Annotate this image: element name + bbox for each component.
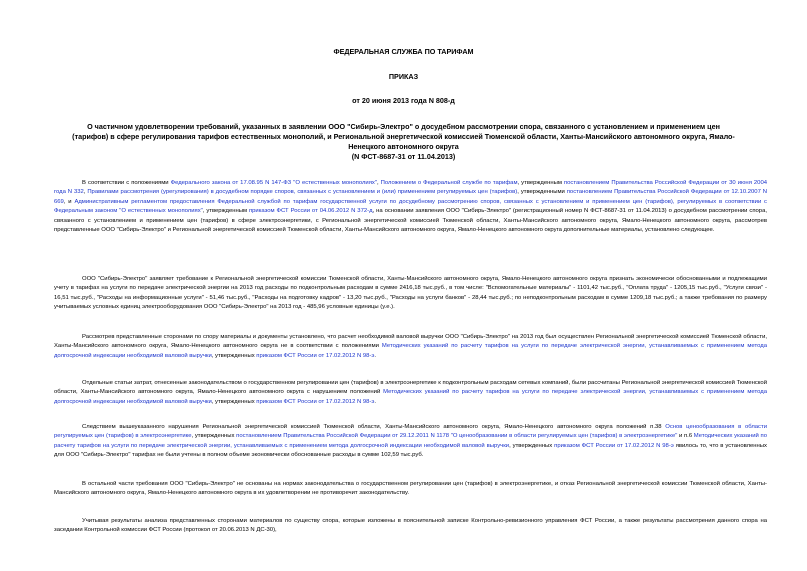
paragraph-cost-items (54, 379, 767, 407)
text-run: Отдельные статьи затрат, отнесенные законодательством о государственном регулировании цен (тарифов) в электроэнергетике к подконтрольным расходам сетевых компаний, были рассчитаны Региональной энергетической комиссией Тюменской области, Ханты-Мансийского автономного округа, Ямало-Ненецкого автономного округа с нарушением положений (54, 380, 767, 396)
link-methodical-guidelines[interactable]: Методических указаний по расчету тарифов на услуги по передаче электрической энергии, устанавливаемых с применением метода долгосрочной индексации необходимой валовой выручки (54, 389, 767, 405)
link-government-resolution-669[interactable]: постановлением Правительства Российской Федерации от 12.10.2007 N 669 (54, 189, 768, 205)
text-run: Следствием вышеуказанного нарушения Региональной энергетической комиссией Тюменской области, Ханты-Мансийского автономного округа, Ямало-Ненецкого автономного округа положений п.38 (82, 424, 666, 430)
text-run: , утвержденных (191, 433, 237, 440)
link-dispute-rules[interactable]: Правилами рассмотрения (урегулирования) в досудебном порядке споров, связанных с установлением и (или) применением регулируемых цен (тарифов) (87, 189, 518, 196)
link-fst-order-98[interactable]: приказом ФСТ России от 17.02.2012 N 98-э (256, 352, 375, 359)
text-run: , (376, 180, 381, 186)
paragraph-consequence (54, 423, 767, 461)
text-run: . (374, 398, 377, 405)
text-run: Учитывая результаты анализа представленных сторонами материалов по существу спора, которые изложены в пояснительной записке Контрольно-ревизионного управления ФСТ России, а также результаты рассмотрения данного спора на заседании Контрольной комиссии ФСТ России (протокол от 20.06.2013 N ДС-30), (54, 518, 767, 534)
link-administrative-regulation[interactable]: Административным регламентом предоставления Федеральной службой по тарифам государственной услуги по досудебному рассмотрению споров, связанных с установлением и применением цен (тарифов), регулируемых в соответствии с Федеральным законом "О естественных монополиях" (54, 198, 768, 215)
document-date-number: от 20 июня 2013 года N 808-д (352, 96, 455, 105)
text-run: , утвержденным (202, 208, 249, 215)
text-run: В остальной части требования ООО "Сибирь-Электро" не основаны на нормах законодательства о государственном регулировании цен (тарифов) в электроэнергетике, и отказ Региональной энергетической комиссии Тюменской области, Ханты-Мансийского автономного округа, Ямало-Ненецкого автономного округа в их удовлетворении не противоречит законодательству. (54, 481, 767, 497)
paragraph-conclusion (54, 517, 767, 536)
text-run: , утвержденных (509, 442, 555, 449)
link-fst-regulation[interactable]: Положением о Федеральной службе по тарифам (380, 180, 518, 186)
link-government-resolution-332[interactable]: постановлением Правительства Российской Федерации от 30 июня 2004 года N 332 (54, 180, 768, 196)
text-run: , утвержденным (517, 180, 564, 186)
link-methodical-guidelines[interactable]: Методических указаний по расчету тарифов на услуги по передаче электрической энергии, устанавливаемых с применением метода долгосрочной индексации необходимой валовой выручки (54, 343, 767, 359)
text-run: , и (63, 198, 75, 205)
link-federal-law[interactable]: Федерального закона от 17.08.95 N 147-ФЗ "О естественных монополиях" (170, 180, 377, 186)
text-run: Рассмотрев представленные сторонами по спору материалы и документы установлено, что расчет необходимой валовой выручки ООО "Сибирь-Электро" на 2013 год был осуществлен Региональной энергетической комиссией Тюменской области, Ханты-Мансийского автономного округа, Ямало-Ненецкого автономного округа не в соответствии с положениями (54, 334, 767, 350)
link-fst-order-98[interactable]: приказом ФСТ России от 17.02.2012 N 98-э (256, 398, 375, 405)
link-methodical-guidelines[interactable]: Методических указаний по расчету тарифов на услуги по передаче электрической энергии, устанавливаемых с применением метода долгосрочной индексации необходимой валовой выручки (54, 433, 767, 449)
agency-heading: ФЕДЕРАЛЬНАЯ СЛУЖБА ПО ТАРИФАМ (333, 47, 474, 56)
text-run: ООО "Сибирь-Электро" заявляет требование к Региональной энергетической комиссии Тюменской области, Ханты-Мансийского автономного округа, Ямало-Ненецкого автономного округа признать экономически обоснованными и подлежащими учету в тарифах на услуги по передаче электрической энергии на 2013 год расходы по подконтрольным расходам в сумме 2416,18 тыс.руб., в том числе: "Вспомогательные материалы" - 1101,42 тыс.руб., "Оплата труда" - 1205,15 тыс.руб., "Услуги связи" - 16,51 тыс.руб., "Расходы на информационные услуги" - 51,46 тыс.руб., "Расходы на подготовку кадров" - 13,20 тыс.руб., "Расходы на услуги банков" - 28,44 тыс.руб.; по неподконтрольным расходам в сумме 1209,18 тыс.руб.; а также требования по размеру учитываемых условных единиц электрооборудования ООО "Сибирь-Электро" на 2013 год - 485,96 условные единицы (у.е.). (54, 276, 767, 311)
document-subject (70, 122, 737, 162)
text-run: и п.6 (677, 433, 694, 440)
document-type-heading: ПРИКАЗ (388, 72, 419, 81)
paragraph-legal-basis (54, 179, 767, 235)
text-run: , утвержденных (211, 398, 257, 405)
text-run: , на основании заявления ООО "Сибирь-Электро" (регистрационный номер N ФСТ-8687-31 от 11.04.2013) о досудебном рассмотрении спора, связанного с установлением и применением цен (тарифов) в сфере электроэнергетики, с Региональной энергетической комиссией Тюменской области, Ханты-Мансийского автономного округа, Ямало-Ненецкого автономного округа, рассмотрев представленные ООО "Сибирь-Электро" и Региональной энергетической комиссией Тюменской области, Ханты-Мансийского автономного округа, Ямало-Ненецкого автономного округа дополнительные материалы, установлено следующее. (54, 208, 767, 234)
link-fst-order-372[interactable]: приказом ФСТ России от 04.06.2012 N 372-д (248, 208, 373, 215)
text-run: , утвержденных (211, 352, 257, 359)
subject-text: О частичном удовлетворении требований, указанных в заявлении ООО "Сибирь-Электро" о досудебном рассмотрении спора, связанного с установлением и применением цен (тарифов) в сфере регулирования тарифов естественных монополий, и Региональной энергетической комиссией Тюменской области, Ханты-Мансийского автономного округа, Ямало-Ненецкого автономного округа (72, 122, 735, 151)
link-pricing-fundamentals[interactable]: Основ ценообразования в области регулируемых цен (тарифов) в электроэнергетике (54, 424, 767, 440)
text-run: В соответствии с положениями (82, 180, 171, 186)
paragraph-claim (54, 275, 767, 313)
link-fst-order-98[interactable]: приказом ФСТ России от 17.02.2012 N 98-э (554, 442, 674, 449)
link-government-resolution-1178[interactable]: постановлением Правительства Российской Федерации от 29.12.2011 N 1178 "О ценообразовании в области регулируемых цен (тарифов) в электроэнергетике" (236, 433, 678, 440)
case-number: (N ФСТ-8687-31 от 11.04.2013) (351, 152, 456, 161)
text-run: , (83, 189, 88, 196)
text-run: явилось то, что в установленных для ООО "Сибирь-Электро" тарифах не были учтены в полном объеме экономически обоснованные расходы в сумме 102,59 тыс.руб. (54, 442, 767, 459)
paragraph-remaining-claims (54, 480, 767, 499)
text-run: , утвержденными (517, 189, 567, 196)
text-run: . (374, 352, 377, 359)
paragraph-review-findings (54, 333, 767, 361)
